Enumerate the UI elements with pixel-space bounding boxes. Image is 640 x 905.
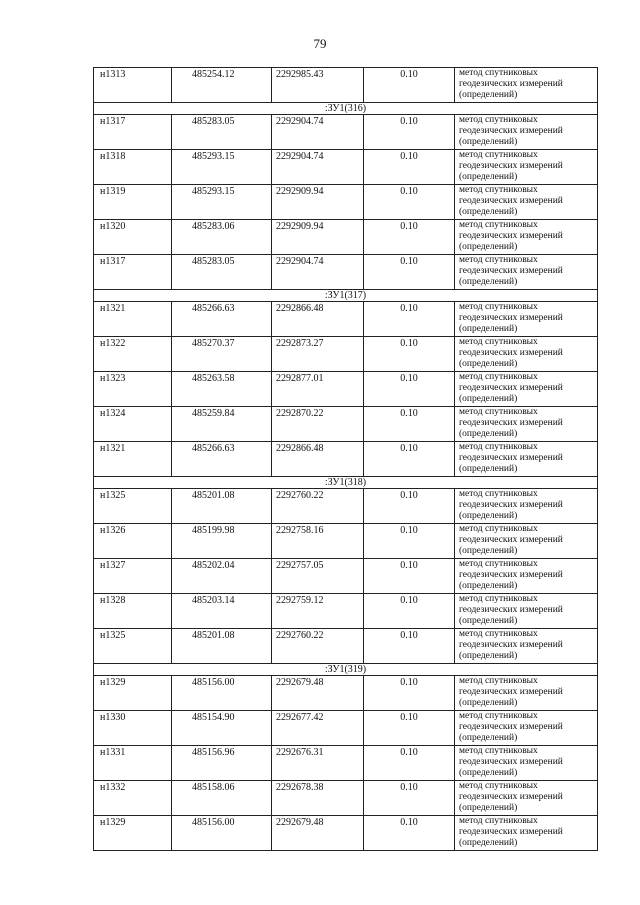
y-coordinate-cell: 2292758.16 bbox=[272, 524, 364, 559]
method-cell bbox=[455, 524, 598, 559]
table-row bbox=[94, 407, 598, 442]
section-header-row bbox=[94, 477, 598, 489]
error-cell: 0.10 bbox=[364, 407, 455, 442]
point-name-cell: н1326 bbox=[94, 524, 172, 559]
y-coordinate-cell: 2292873.27 bbox=[272, 337, 364, 372]
section-label: :ЗУ1(316) bbox=[94, 103, 598, 115]
section-header-row bbox=[94, 103, 598, 115]
x-coordinate-cell: 485283.06 bbox=[172, 220, 272, 255]
method-text-line: (определений) bbox=[459, 616, 518, 626]
method-text-line: метод спутниковых bbox=[459, 746, 538, 756]
method-text-line: (определений) bbox=[459, 651, 518, 661]
y-coordinate-cell: 2292870.22 bbox=[272, 407, 364, 442]
y-coordinate-cell: 2292678.38 bbox=[272, 781, 364, 816]
table-row bbox=[94, 781, 598, 816]
x-coordinate-cell: 485293.15 bbox=[172, 150, 272, 185]
method-cell bbox=[455, 302, 598, 337]
coordinates-table bbox=[93, 67, 598, 851]
y-coordinate-cell: 2292904.74 bbox=[272, 255, 364, 290]
method-text-line: (определений) bbox=[459, 698, 518, 708]
method-text-line: (определений) bbox=[459, 429, 518, 439]
point-name-cell: н1318 bbox=[94, 150, 172, 185]
table-row bbox=[94, 594, 598, 629]
section-label: :ЗУ1(317) bbox=[94, 290, 598, 302]
table-row bbox=[94, 150, 598, 185]
coordinates-table-body bbox=[94, 68, 598, 851]
point-name-cell: н1328 bbox=[94, 594, 172, 629]
error-cell: 0.10 bbox=[364, 115, 455, 150]
method-text-line: метод спутниковых bbox=[459, 150, 538, 160]
method-cell bbox=[455, 559, 598, 594]
method-text-line: геодезических измерений bbox=[459, 383, 563, 393]
method-text-line: (определений) bbox=[459, 90, 518, 100]
point-name-cell: н1330 bbox=[94, 711, 172, 746]
method-text-line: геодезических измерений bbox=[459, 640, 563, 650]
point-name-cell: н1325 bbox=[94, 489, 172, 524]
method-cell bbox=[455, 255, 598, 290]
method-cell bbox=[455, 816, 598, 851]
method-text-line: метод спутниковых bbox=[459, 594, 538, 604]
method-text-line: геодезических измерений bbox=[459, 348, 563, 358]
x-coordinate-cell: 485263.58 bbox=[172, 372, 272, 407]
error-cell: 0.10 bbox=[364, 711, 455, 746]
method-text-line: метод спутниковых bbox=[459, 185, 538, 195]
method-text-line: (определений) bbox=[459, 511, 518, 521]
method-text-line: метод спутниковых bbox=[459, 711, 538, 721]
y-coordinate-cell: 2292676.31 bbox=[272, 746, 364, 781]
table-row bbox=[94, 302, 598, 337]
y-coordinate-cell: 2292760.22 bbox=[272, 489, 364, 524]
method-cell bbox=[455, 746, 598, 781]
y-coordinate-cell: 2292866.48 bbox=[272, 442, 364, 477]
error-cell: 0.10 bbox=[364, 781, 455, 816]
point-name-cell: н1317 bbox=[94, 115, 172, 150]
point-name-cell: н1329 bbox=[94, 816, 172, 851]
method-text-line: геодезических измерений bbox=[459, 757, 563, 767]
y-coordinate-cell: 2292877.01 bbox=[272, 372, 364, 407]
method-text-line: метод спутниковых bbox=[459, 115, 538, 125]
y-coordinate-cell: 2292677.42 bbox=[272, 711, 364, 746]
method-text-line: геодезических измерений bbox=[459, 79, 563, 89]
method-cell bbox=[455, 711, 598, 746]
error-cell: 0.10 bbox=[364, 629, 455, 664]
y-coordinate-cell: 2292985.43 bbox=[272, 68, 364, 103]
error-cell: 0.10 bbox=[364, 220, 455, 255]
method-text-line: метод спутниковых bbox=[459, 407, 538, 417]
x-coordinate-cell: 485254.12 bbox=[172, 68, 272, 103]
table-row bbox=[94, 372, 598, 407]
error-cell: 0.10 bbox=[364, 302, 455, 337]
method-text-line: геодезических измерений bbox=[459, 605, 563, 615]
method-text-line: (определений) bbox=[459, 394, 518, 404]
point-name-cell: н1313 bbox=[94, 68, 172, 103]
method-text-line: геодезических измерений bbox=[459, 418, 563, 428]
method-text-line: метод спутниковых bbox=[459, 302, 538, 312]
method-text-line: метод спутниковых bbox=[459, 255, 538, 265]
method-text-line: метод спутниковых bbox=[459, 337, 538, 347]
table-row bbox=[94, 115, 598, 150]
method-text-line: (определений) bbox=[459, 242, 518, 252]
method-text-line: метод спутниковых bbox=[459, 489, 538, 499]
table-row bbox=[94, 220, 598, 255]
y-coordinate-cell: 2292904.74 bbox=[272, 115, 364, 150]
x-coordinate-cell: 485154.90 bbox=[172, 711, 272, 746]
method-text-line: (определений) bbox=[459, 546, 518, 556]
method-text-line: геодезических измерений bbox=[459, 196, 563, 206]
table-row bbox=[94, 442, 598, 477]
table-row bbox=[94, 629, 598, 664]
error-cell: 0.10 bbox=[364, 816, 455, 851]
method-text-line: (определений) bbox=[459, 838, 518, 848]
error-cell: 0.10 bbox=[364, 372, 455, 407]
method-text-line: (определений) bbox=[459, 324, 518, 334]
x-coordinate-cell: 485259.84 bbox=[172, 407, 272, 442]
x-coordinate-cell: 485283.05 bbox=[172, 115, 272, 150]
table-row bbox=[94, 816, 598, 851]
error-cell: 0.10 bbox=[364, 524, 455, 559]
method-text-line: (определений) bbox=[459, 464, 518, 474]
x-coordinate-cell: 485158.06 bbox=[172, 781, 272, 816]
y-coordinate-cell: 2292679.48 bbox=[272, 816, 364, 851]
method-text-line: геодезических измерений bbox=[459, 792, 563, 802]
table-row bbox=[94, 489, 598, 524]
method-text-line: (определений) bbox=[459, 803, 518, 813]
method-text-line: метод спутниковых bbox=[459, 676, 538, 686]
method-cell bbox=[455, 489, 598, 524]
method-text-line: (определений) bbox=[459, 207, 518, 217]
error-cell: 0.10 bbox=[364, 594, 455, 629]
method-cell bbox=[455, 150, 598, 185]
point-name-cell: н1319 bbox=[94, 185, 172, 220]
method-text-line: метод спутниковых bbox=[459, 524, 538, 534]
x-coordinate-cell: 485156.96 bbox=[172, 746, 272, 781]
method-text-line: геодезических измерений bbox=[459, 313, 563, 323]
method-text-line: метод спутниковых bbox=[459, 68, 538, 78]
point-name-cell: н1322 bbox=[94, 337, 172, 372]
method-cell bbox=[455, 781, 598, 816]
section-header-row bbox=[94, 290, 598, 302]
section-label: :ЗУ1(319) bbox=[94, 664, 598, 676]
method-cell bbox=[455, 115, 598, 150]
x-coordinate-cell: 485270.37 bbox=[172, 337, 272, 372]
method-cell bbox=[455, 407, 598, 442]
point-name-cell: н1317 bbox=[94, 255, 172, 290]
point-name-cell: н1323 bbox=[94, 372, 172, 407]
y-coordinate-cell: 2292760.22 bbox=[272, 629, 364, 664]
point-name-cell: н1332 bbox=[94, 781, 172, 816]
x-coordinate-cell: 485293.15 bbox=[172, 185, 272, 220]
error-cell: 0.10 bbox=[364, 337, 455, 372]
method-cell bbox=[455, 220, 598, 255]
error-cell: 0.10 bbox=[364, 489, 455, 524]
point-name-cell: н1325 bbox=[94, 629, 172, 664]
method-text-line: геодезических измерений bbox=[459, 231, 563, 241]
error-cell: 0.10 bbox=[364, 676, 455, 711]
x-coordinate-cell: 485201.08 bbox=[172, 629, 272, 664]
y-coordinate-cell: 2292909.94 bbox=[272, 220, 364, 255]
error-cell: 0.10 bbox=[364, 442, 455, 477]
method-cell bbox=[455, 442, 598, 477]
table-row bbox=[94, 337, 598, 372]
point-name-cell: н1321 bbox=[94, 302, 172, 337]
x-coordinate-cell: 485203.14 bbox=[172, 594, 272, 629]
point-name-cell: н1331 bbox=[94, 746, 172, 781]
y-coordinate-cell: 2292904.74 bbox=[272, 150, 364, 185]
method-text-line: метод спутниковых bbox=[459, 781, 538, 791]
method-cell bbox=[455, 185, 598, 220]
x-coordinate-cell: 485156.00 bbox=[172, 816, 272, 851]
x-coordinate-cell: 485266.63 bbox=[172, 302, 272, 337]
method-cell bbox=[455, 372, 598, 407]
method-text-line: геодезических измерений bbox=[459, 722, 563, 732]
method-text-line: (определений) bbox=[459, 581, 518, 591]
method-text-line: геодезических измерений bbox=[459, 126, 563, 136]
method-text-line: метод спутниковых bbox=[459, 559, 538, 569]
table-row bbox=[94, 746, 598, 781]
error-cell: 0.10 bbox=[364, 746, 455, 781]
error-cell: 0.10 bbox=[364, 559, 455, 594]
table-row bbox=[94, 524, 598, 559]
section-header-row bbox=[94, 664, 598, 676]
method-text-line: геодезических измерений bbox=[459, 535, 563, 545]
method-text-line: геодезических измерений bbox=[459, 827, 563, 837]
method-text-line: (определений) bbox=[459, 172, 518, 182]
y-coordinate-cell: 2292679.48 bbox=[272, 676, 364, 711]
table-row bbox=[94, 255, 598, 290]
method-text-line: метод спутниковых bbox=[459, 372, 538, 382]
point-name-cell: н1329 bbox=[94, 676, 172, 711]
y-coordinate-cell: 2292757.05 bbox=[272, 559, 364, 594]
page-number: 79 bbox=[313, 36, 327, 51]
method-cell bbox=[455, 676, 598, 711]
method-text-line: геодезических измерений bbox=[459, 161, 563, 171]
y-coordinate-cell: 2292866.48 bbox=[272, 302, 364, 337]
error-cell: 0.10 bbox=[364, 255, 455, 290]
method-text-line: (определений) bbox=[459, 137, 518, 147]
table-row bbox=[94, 711, 598, 746]
method-cell bbox=[455, 629, 598, 664]
method-text-line: метод спутниковых bbox=[459, 220, 538, 230]
method-text-line: метод спутниковых bbox=[459, 442, 538, 452]
point-name-cell: н1327 bbox=[94, 559, 172, 594]
method-cell bbox=[455, 594, 598, 629]
table-row bbox=[94, 68, 598, 103]
x-coordinate-cell: 485156.00 bbox=[172, 676, 272, 711]
method-text-line: геодезических измерений bbox=[459, 570, 563, 580]
point-name-cell: н1321 bbox=[94, 442, 172, 477]
table-row bbox=[94, 559, 598, 594]
section-label: :ЗУ1(318) bbox=[94, 477, 598, 489]
x-coordinate-cell: 485199.98 bbox=[172, 524, 272, 559]
error-cell: 0.10 bbox=[364, 68, 455, 103]
table-row bbox=[94, 185, 598, 220]
x-coordinate-cell: 485283.05 bbox=[172, 255, 272, 290]
y-coordinate-cell: 2292909.94 bbox=[272, 185, 364, 220]
method-text-line: (определений) bbox=[459, 733, 518, 743]
x-coordinate-cell: 485266.63 bbox=[172, 442, 272, 477]
method-cell bbox=[455, 337, 598, 372]
method-cell bbox=[455, 68, 598, 103]
method-text-line: (определений) bbox=[459, 768, 518, 778]
method-text-line: метод спутниковых bbox=[459, 629, 538, 639]
method-text-line: геодезических измерений bbox=[459, 500, 563, 510]
method-text-line: (определений) bbox=[459, 359, 518, 369]
error-cell: 0.10 bbox=[364, 150, 455, 185]
method-text-line: (определений) bbox=[459, 277, 518, 287]
method-text-line: метод спутниковых bbox=[459, 816, 538, 826]
y-coordinate-cell: 2292759.12 bbox=[272, 594, 364, 629]
point-name-cell: н1320 bbox=[94, 220, 172, 255]
x-coordinate-cell: 485201.08 bbox=[172, 489, 272, 524]
error-cell: 0.10 bbox=[364, 185, 455, 220]
method-text-line: геодезических измерений bbox=[459, 266, 563, 276]
method-text-line: геодезических измерений bbox=[459, 453, 563, 463]
method-text-line: геодезических измерений bbox=[459, 687, 563, 697]
point-name-cell: н1324 bbox=[94, 407, 172, 442]
table-row bbox=[94, 676, 598, 711]
x-coordinate-cell: 485202.04 bbox=[172, 559, 272, 594]
